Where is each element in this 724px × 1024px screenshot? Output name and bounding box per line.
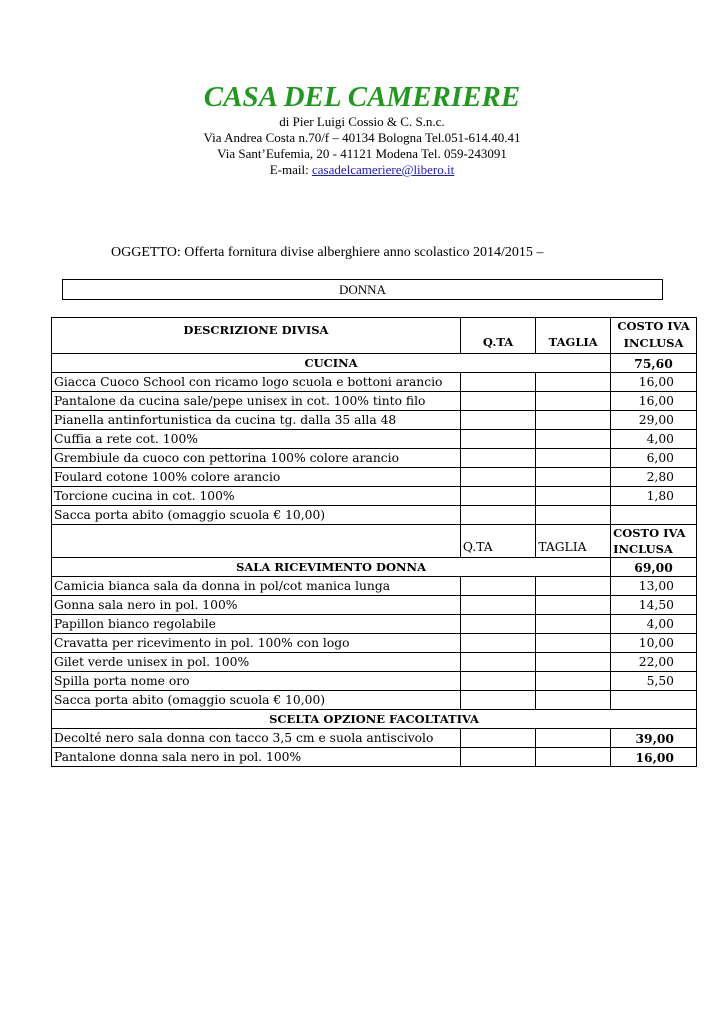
item-description: Grembiule da cuoco con pettorina 100% colore arancio	[52, 449, 461, 468]
item-description: Camicia bianca sala da donna in pol/cot manica lunga	[52, 577, 461, 596]
email-link[interactable]: casadelcameriere@libero.it	[311, 162, 455, 177]
header-description: DESCRIZIONE DIVISA	[52, 318, 461, 354]
table-row	[52, 487, 697, 506]
item-qta-cell[interactable]	[460, 449, 536, 468]
offer-table	[51, 317, 697, 767]
item-qta-cell[interactable]	[460, 672, 536, 691]
item-taglia-cell[interactable]	[536, 748, 611, 767]
item-description: Sacca porta abito (omaggio scuola € 10,00)	[52, 506, 461, 525]
header-qta: Q.TA	[460, 318, 536, 354]
table-row	[52, 634, 697, 653]
item-taglia-cell[interactable]	[536, 634, 611, 653]
item-description: Pantalone donna sala nero in pol. 100%	[52, 748, 461, 767]
section-name: SCELTA OPZIONE FACOLTATIVA	[52, 710, 697, 729]
table-row	[52, 748, 697, 767]
letterhead	[0, 80, 724, 178]
item-cost: 10,00	[611, 634, 697, 653]
item-description: Torcione cucina in cot. 100%	[52, 487, 461, 506]
item-description: Spilla porta nome oro	[52, 672, 461, 691]
item-description: Gonna sala nero in pol. 100%	[52, 596, 461, 615]
item-taglia-cell[interactable]	[536, 596, 611, 615]
item-taglia-cell[interactable]	[536, 392, 611, 411]
item-cost	[611, 506, 697, 525]
table-row	[52, 411, 697, 430]
item-description: Pianella antinfortunistica da cucina tg. dalla 35 alla 48	[52, 411, 461, 430]
item-taglia-cell[interactable]	[536, 468, 611, 487]
section-total: 75,60	[611, 354, 697, 373]
section-row-opzione	[52, 710, 697, 729]
item-description: Foulard cotone 100% colore arancio	[52, 468, 461, 487]
gender-box: DONNA	[62, 279, 663, 300]
header-cost-line2: INCLUSA	[623, 336, 684, 350]
item-description: Papillon bianco regolabile	[52, 615, 461, 634]
item-cost: 2,80	[611, 468, 697, 487]
item-cost: 4,00	[611, 430, 697, 449]
item-taglia-cell[interactable]	[536, 672, 611, 691]
item-description: Giacca Cuoco School con ricamo logo scuola e bottoni arancio	[52, 373, 461, 392]
item-qta-cell[interactable]	[460, 373, 536, 392]
item-cost: 5,50	[611, 672, 697, 691]
item-description: Cuffia a rete cot. 100%	[52, 430, 461, 449]
section-total: 69,00	[611, 558, 697, 577]
table-row	[52, 577, 697, 596]
item-qta-cell[interactable]	[460, 487, 536, 506]
item-qta-cell[interactable]	[460, 596, 536, 615]
sub-header-taglia: TAGLIA	[536, 525, 611, 558]
item-qta-cell[interactable]	[460, 634, 536, 653]
item-qta-cell[interactable]	[460, 411, 536, 430]
header-taglia: TAGLIA	[536, 318, 611, 354]
item-cost	[611, 691, 697, 710]
item-qta-cell[interactable]	[460, 392, 536, 411]
table-row	[52, 729, 697, 748]
section-name: SALA RICEVIMENTO DONNA	[52, 558, 611, 577]
sub-header-row	[52, 525, 697, 558]
section-row-sala	[52, 558, 697, 577]
section-name: CUCINA	[52, 354, 611, 373]
company-name: CASA DEL CAMERIERE	[203, 81, 521, 113]
item-cost: 16,00	[611, 748, 697, 767]
sub-header-cost	[611, 525, 697, 558]
item-taglia-cell[interactable]	[536, 373, 611, 392]
item-taglia-cell[interactable]	[536, 430, 611, 449]
item-taglia-cell[interactable]	[536, 615, 611, 634]
item-qta-cell[interactable]	[460, 506, 536, 525]
email-line	[0, 162, 724, 178]
item-qta-cell[interactable]	[460, 691, 536, 710]
table-row	[52, 506, 697, 525]
email-label: E-mail:	[269, 162, 312, 177]
table-row	[52, 596, 697, 615]
item-taglia-cell[interactable]	[536, 506, 611, 525]
address-bologna: Via Andrea Costa n.70/f – 40134 Bologna Tel.051-614.40.41	[203, 130, 521, 145]
item-taglia-cell[interactable]	[536, 691, 611, 710]
table-header	[52, 318, 697, 354]
item-cost: 14,50	[611, 596, 697, 615]
table-row	[52, 373, 697, 392]
item-taglia-cell[interactable]	[536, 577, 611, 596]
item-description: Gilet verde unisex in pol. 100%	[52, 653, 461, 672]
item-qta-cell[interactable]	[460, 468, 536, 487]
item-description: Decolté nero sala donna con tacco 3,5 cm e suola antiscivolo	[52, 729, 461, 748]
item-cost: 22,00	[611, 653, 697, 672]
item-cost: 1,80	[611, 487, 697, 506]
header-cost-line1: COSTO IVA	[617, 319, 690, 333]
item-qta-cell[interactable]	[460, 430, 536, 449]
table-row	[52, 653, 697, 672]
item-taglia-cell[interactable]	[536, 411, 611, 430]
item-qta-cell[interactable]	[460, 748, 536, 767]
item-qta-cell[interactable]	[460, 577, 536, 596]
sub-header-cost-line1: COSTO IVA	[613, 526, 686, 540]
table-row	[52, 430, 697, 449]
item-taglia-cell[interactable]	[536, 653, 611, 672]
table-row	[52, 691, 697, 710]
item-qta-cell[interactable]	[460, 615, 536, 634]
item-taglia-cell[interactable]	[536, 487, 611, 506]
item-cost: 29,00	[611, 411, 697, 430]
company-owner: di Pier Luigi Cossio & C. S.n.c.	[279, 114, 445, 129]
item-cost: 16,00	[611, 392, 697, 411]
item-qta-cell[interactable]	[460, 729, 536, 748]
subject-line: OGGETTO: Offerta fornitura divise alberghiere anno scolastico 2014/2015 –	[111, 245, 544, 260]
address-modena: Via Sant’Eufemia, 20 - 41121 Modena Tel. 059-243091	[217, 146, 507, 161]
table-row	[52, 615, 697, 634]
item-cost: 39,00	[611, 729, 697, 748]
sub-header-qta: Q.TA	[460, 525, 536, 558]
item-description: Sacca porta abito (omaggio scuola € 10,00)	[52, 691, 461, 710]
table-row	[52, 468, 697, 487]
item-cost: 16,00	[611, 373, 697, 392]
item-cost: 4,00	[611, 615, 697, 634]
sub-header-blank	[52, 525, 461, 558]
item-cost: 13,00	[611, 577, 697, 596]
item-taglia-cell[interactable]	[536, 449, 611, 468]
item-qta-cell[interactable]	[460, 653, 536, 672]
item-cost: 6,00	[611, 449, 697, 468]
header-cost	[611, 318, 697, 354]
table-row	[52, 449, 697, 468]
item-taglia-cell[interactable]	[536, 729, 611, 748]
sub-header-cost-line2: INCLUSA	[613, 542, 673, 556]
item-description: Pantalone da cucina sale/pepe unisex in cot. 100% tinto filo	[52, 392, 461, 411]
section-row-cucina	[52, 354, 697, 373]
table-row	[52, 672, 697, 691]
item-description: Cravatta per ricevimento in pol. 100% con logo	[52, 634, 461, 653]
table-row	[52, 392, 697, 411]
